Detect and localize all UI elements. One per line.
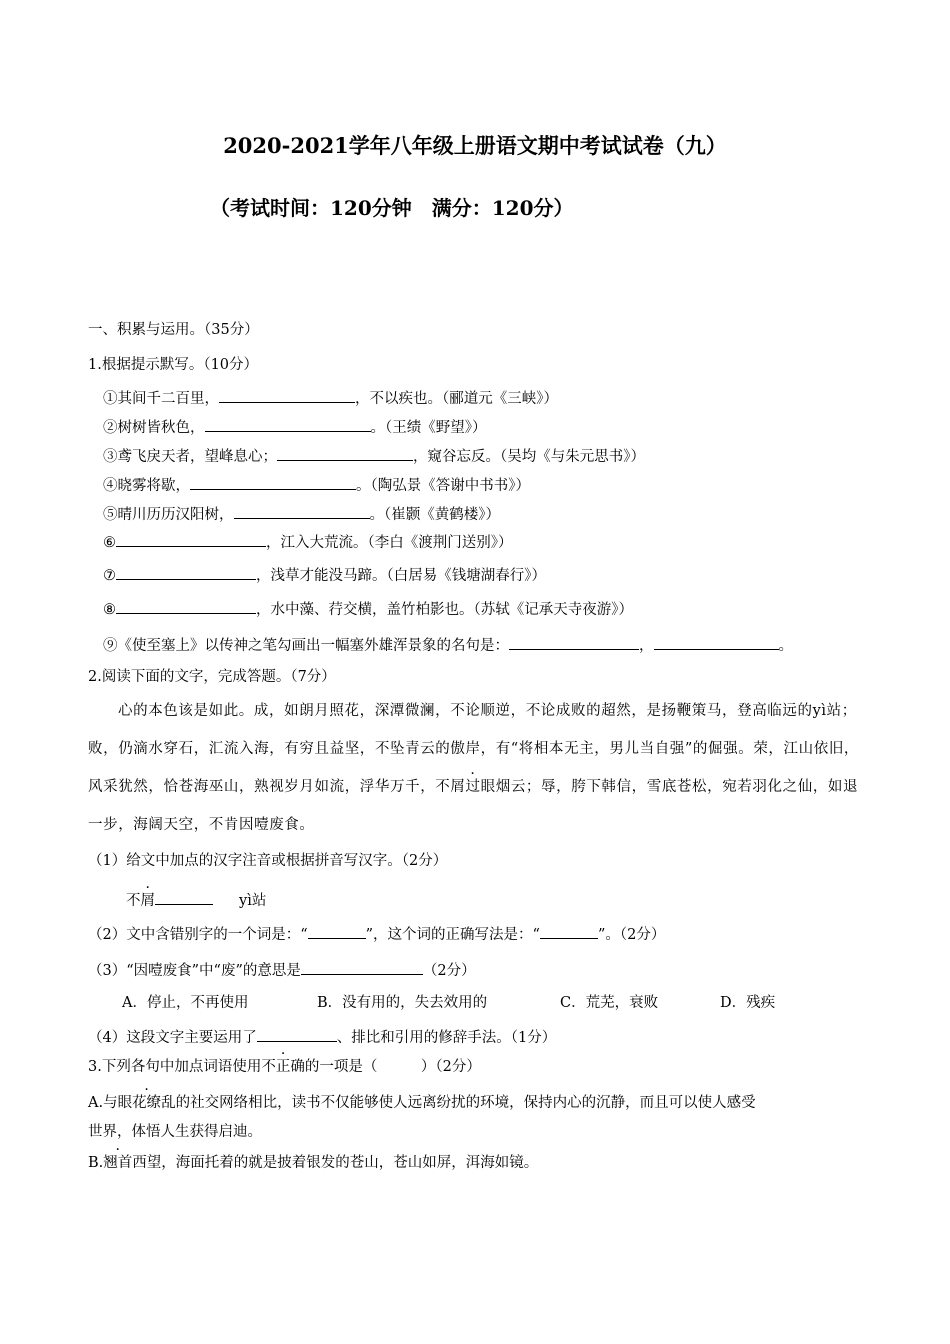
answer-blank[interactable]	[116, 598, 256, 614]
q1-item-3: ③鸢飞戾天者，望峰息心； ，窥谷忘反。（吴均《与朱元思书》）	[103, 445, 645, 467]
q1-item-7: ⑦ ，浅草才能没马蹄。（白居易《钱塘湖春行》）	[103, 564, 546, 586]
q1-item-6: ⑥ ，江入大荒流。（李白《渡荆门送别》）	[103, 531, 513, 553]
answer-blank[interactable]	[654, 634, 779, 650]
q1-item-4: ④晓雾将歇， 。（陶弘景《答谢中书书》）	[103, 474, 530, 496]
q1-item-2: ②树树皆秋色， 。（王绩《野望》）	[103, 416, 487, 438]
dotted-char: 屑	[450, 779, 466, 795]
option-b[interactable]: B．没有用的，失去效用的	[317, 995, 488, 1011]
q2-sub-4: （4）这段文字主要运用了 、排比和引用的修辞手法。（1分）	[88, 1026, 556, 1048]
section-heading: 一、积累与运用。（35分）	[88, 322, 259, 338]
reading-passage: 心的本色该是如此。成，如朗月照花，深潭微澜，不论顺逆，不论成败的超然，是扬鞭策马，登高临远的yì站；败，仍滴水穿石，汇流入海，有穷且益坚，不坠青云的傲岸，有“将相本无主，男儿当自强”的倔强。荣，江山依旧，风采犹然，恰苍海巫山，熟视岁月如流，浮华万千，不屑过眼烟云；辱，胯下韩信，雪底苍松，宛若羽化之仙，如退一步，海阔天空，不肯因噎废食。	[88, 703, 860, 833]
q1-item-5: ⑤晴川历历汉阳树， 。（崔颢《黄鹤楼》）	[103, 503, 500, 525]
question-1-header: 1.根据提示默写。（10分）	[88, 357, 259, 373]
q3-option-a[interactable]: A.与眼花缭乱的社交网络相比，读书不仅能够使人远离纷扰的环境，保持内心的沉静，而且可以使人感受	[88, 1095, 756, 1111]
dotted-text: 不正确	[261, 1059, 305, 1075]
page-title: 2020-2021学年八年级上册语文期中考试试卷（九）	[223, 133, 727, 158]
answer-blank[interactable]	[219, 387, 355, 403]
q2-sub-1: （1）给文中加点的汉字注音或根据拼音写汉字。（2分）	[88, 853, 448, 869]
answer-blank[interactable]	[308, 923, 366, 939]
q3-option-a-continued: 世界，体悟人生获得启迪。	[88, 1124, 262, 1140]
dotted-text: 翘首	[103, 1155, 133, 1171]
answer-blank[interactable]	[116, 564, 256, 580]
q2-sub-3: （3）“因噎废食”中“废”的意思是 （2分）	[88, 959, 476, 981]
answer-blank[interactable]	[540, 923, 598, 939]
dotted-char: 屑	[140, 893, 155, 909]
answer-blank[interactable]	[234, 503, 370, 519]
exam-info: （考试时间：120分钟 满分：120分）	[210, 196, 574, 220]
q1-item-1: ①其间千二百里， ，不以疾也。（郦道元《三峡》）	[103, 387, 558, 409]
answer-blank[interactable]	[509, 634, 639, 650]
option-c[interactable]: C．荒芜，衰败	[560, 995, 659, 1011]
q2-sub-1-answer: 不屑 yì站	[126, 889, 266, 911]
answer-blank[interactable]	[257, 1026, 337, 1042]
answer-blank[interactable]	[277, 445, 413, 461]
answer-blank[interactable]	[190, 474, 356, 490]
answer-blank[interactable]	[116, 531, 266, 547]
option-d[interactable]: D．残疾	[720, 995, 776, 1011]
q1-item-8: ⑧ ，水中藻、荇交横，盖竹柏影也。（苏轼《记承天寺夜游》）	[103, 598, 633, 620]
q1-item-9: ⑨《使至塞上》以传神之笔勾画出一幅塞外雄浑景象的名句是： ， 。	[103, 634, 793, 656]
answer-blank[interactable]	[301, 959, 423, 975]
question-3-header: 3.下列各句中加点词语使用不正确的一项是（ ）（2分）	[88, 1059, 481, 1075]
option-a[interactable]: A．停止，不再使用	[122, 995, 249, 1011]
dotted-text: 眼花缭乱	[117, 1095, 176, 1111]
answer-blank[interactable]	[205, 416, 371, 432]
q2-sub-2: （2）文中含错别字的一个词是：“ ”，这个词的正确写法是：“ ”。（2分）	[88, 923, 665, 945]
answer-blank[interactable]	[155, 889, 213, 905]
q3-option-b[interactable]: B.翘首西望，海面托着的就是披着银发的苍山，苍山如屏，洱海如镜。	[88, 1155, 539, 1171]
question-2-header: 2.阅读下面的文字，完成答题。（7分）	[88, 669, 336, 685]
